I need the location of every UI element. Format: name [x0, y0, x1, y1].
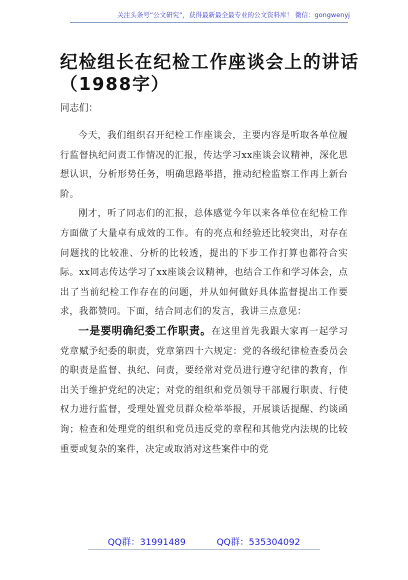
footer	[0, 535, 408, 548]
document-body	[60, 126, 348, 459]
footer-qq-group-2: QQ群：535304092	[216, 538, 301, 548]
paragraph-point-1	[60, 322, 348, 459]
point-1-text: 在这里首先我跟大家再一起学习党章赋予纪委的职责，党章第四十六规定：党的各级纪律检查委员会的职责是监督、执纪、问责，要经常对党员进行遵守纪律的教育，作出关于维护党纪的决定；对党的组织和党员领导干部履行职责、行使权力进行监督，受理处置党员群众检举举报，开展谈话提醒、约谈函询；检查和处理党的组织和党员违反党的章程和其他党内法规的比较重要或复杂的案件，决定或取消对这些案件中的党	[60, 325, 348, 455]
point-1-heading: 一是要明确纪委工作职责。	[78, 324, 212, 337]
paragraph-summary: 刚才，听了同志们的汇报，总体感觉今年以来各单位在纪检工作方面做了大量卓有成效的工作。有的亮点和经验还比较突出，对存在问题找的比较准、分析的比较透，提出的下步工作打算也都符合实际。xx同志传达学习了xx座谈会议精神，也结合工作和学习体会，点出了当前纪检工作存在的问题，并从如何做好具体监督提出工作要求，我都赞同。下面，结合同志们的发言，我讲三点意见：	[60, 208, 348, 318]
header-banner: 关注头条号“公文研究”，获得最新最全最专业的公文资料库！ 微信：gongwenyj	[117, 11, 350, 19]
footer-divider	[88, 549, 320, 550]
footer-qq-group-1: QQ群：31991489	[107, 538, 186, 548]
document-title: 纪检组长在纪检工作座谈会上的讲话（1988字）	[60, 53, 360, 95]
header-divider	[70, 22, 348, 23]
paragraph-intro: 今天，我们组织召开纪检工作座谈会，主要内容是听取各单位履行监督执纪问责工作情况的汇报，传达学习xx座谈会议精神，深化思想认识，分析形势任务，明确思路举措，推动纪检监察工作再上新台阶。	[60, 130, 348, 200]
salutation: 同志们：	[60, 103, 99, 114]
